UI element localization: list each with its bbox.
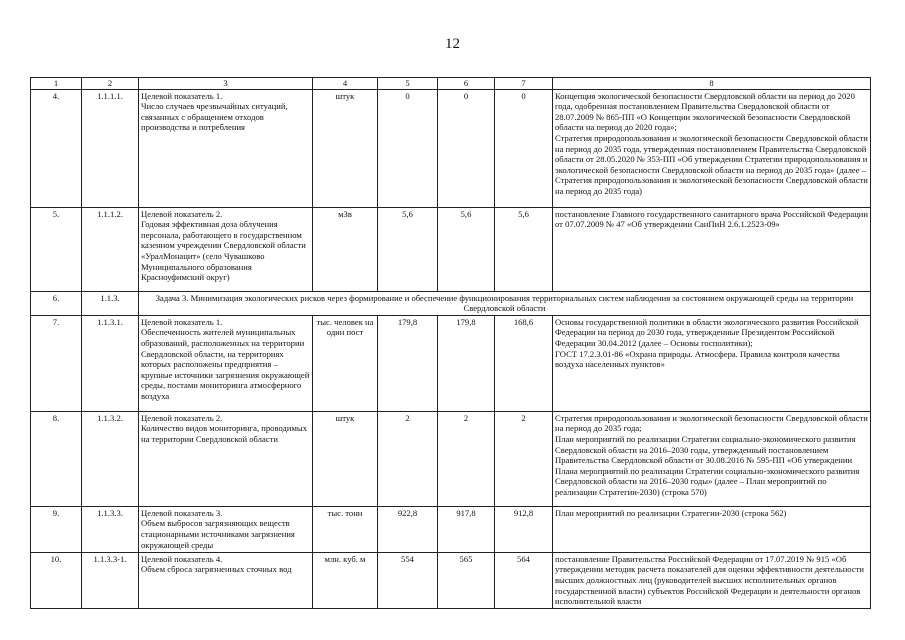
row-code: 1.1.3.1.: [82, 315, 139, 411]
row-number: 4.: [31, 89, 82, 207]
indicator-title: Целевой показатель 1. Обеспеченность жителей муниципальных образований, расположенных на территории Свердловской области, на территориях которых расположены предприятия – крупные источники загрязнения окружающей среды, постами мониторинга атмосферного воздуха: [141, 316, 310, 401]
value-year-3: 912,8: [495, 506, 553, 552]
unit-cell: тыс. тонн: [313, 506, 378, 552]
row-number: 6.: [31, 291, 82, 315]
table-row: [31, 411, 871, 506]
value-year-3: 0: [495, 89, 553, 207]
indicator-name: [139, 552, 313, 608]
basis-text: План мероприятий по реализации Стратегии-2030 (строка 562): [555, 507, 787, 518]
row-code: 1.1.3.3.: [82, 506, 139, 552]
value-year-1: 5,6: [378, 207, 438, 291]
column-header: 6: [438, 78, 495, 90]
row-code: 1.1.3.2.: [82, 411, 139, 506]
value-year-2: 2: [438, 411, 495, 506]
basis-text: постановление Главного государственного санитарного врача Российской Федерации от 07.07.2009 № 47 «Об утверждении СанПиН 2.6.1.2523-09»: [555, 208, 868, 230]
indicator-name: [139, 315, 313, 411]
indicator-title: Целевой показатель 2. Количество видов мониторинга, проводимых на территории Свердловской области: [141, 412, 307, 444]
row-number: 10.: [31, 552, 82, 608]
indicators-table: [30, 77, 871, 609]
table-row: [31, 207, 871, 291]
indicator-name: [139, 411, 313, 506]
value-year-2: 179,8: [438, 315, 495, 411]
basis-cell: [553, 552, 871, 608]
row-code: 1.1.1.2.: [82, 207, 139, 291]
value-year-2: 5,6: [438, 207, 495, 291]
page-number: 12: [445, 36, 460, 52]
table-row: [31, 89, 871, 207]
basis-cell: [553, 506, 871, 552]
column-header: 8: [553, 78, 871, 90]
table-row: [31, 552, 871, 608]
row-code: 1.1.3.: [82, 291, 139, 315]
table-row: [31, 506, 871, 552]
table-row: [31, 315, 871, 411]
basis-text: Концепция экологической безопасности Свердловской области на период до 2020 года, одобренная постановлением Правительства Свердловской области от 28.07.2009 № 865-ПП «О Концепции экологической безопасности Свердловской области на период до 2020 года»; Стратегия природопользования и экологической безопасности Свердловской области на период до 2035 года, утвержденная постановлением Правительства Свердловской области от 28.05.2020 № 353-ПП «Об утверждении Стратегии природопользования и экологической безопасности Свердловской области на период до 2035 года» (далее – Стратегия природопользования и экологической безопасности Свердловской области на период до 2035 года): [555, 90, 868, 196]
indicator-name: [139, 89, 313, 207]
basis-cell: [553, 207, 871, 291]
value-year-3: 2: [495, 411, 553, 506]
value-year-1: 2: [378, 411, 438, 506]
value-year-1: 179,8: [378, 315, 438, 411]
row-code: 1.1.3.3-1.: [82, 552, 139, 608]
basis-cell: [553, 89, 871, 207]
value-year-3: 168,6: [495, 315, 553, 411]
basis-text: Основы государственной политики в области экологического развития Российской Федерации на период до 2030 года, утвержденные Президентом Российской Федерации 30.04.2012 (далее – Основы госполитики); ГОСТ 17.2.3.01-86 «Охрана природы. Атмосфера. Правила контроля качества воздуха населенных пунктов»: [555, 316, 859, 370]
column-header: 1: [31, 78, 82, 90]
value-year-3: 564: [495, 552, 553, 608]
unit-cell: штук: [313, 89, 378, 207]
value-year-1: 922,8: [378, 506, 438, 552]
indicator-title: Целевой показатель 4. Объем сброса загрязненных сточных вод: [141, 553, 292, 575]
column-header: 7: [495, 78, 553, 90]
unit-cell: штук: [313, 411, 378, 506]
basis-cell: [553, 411, 871, 506]
row-number: 9.: [31, 506, 82, 552]
unit-cell: тыс. человек на один пост: [313, 315, 378, 411]
row-number: 7.: [31, 315, 82, 411]
table-row-task: [31, 291, 871, 315]
column-header: 2: [82, 78, 139, 90]
task-title: Задача 3. Минимизация экологических рисков через формирование и обеспечение функционирования территориальных систем наблюдения за состоянием окружающей среды на территории Свердловской области: [139, 291, 871, 315]
indicator-name: [139, 207, 313, 291]
row-number: 5.: [31, 207, 82, 291]
indicator-title: Целевой показатель 2. Годовая эффективная доза облучения персонала, работающего в государственном казенном учреждении Свердловской области «УралМонацит» (село Чувашково Муниципального образования Красноуфимский округ): [141, 208, 306, 283]
value-year-3: 5,6: [495, 207, 553, 291]
indicator-title: Целевой показатель 3. Объем выбросов загрязняющих веществ стационарными источниками загрязнения окружающей среды: [141, 507, 295, 550]
indicator-name: [139, 506, 313, 552]
basis-text: постановление Правительства Российской Федерации от 17.07.2019 № 915 «Об утверждении методик расчета показателей для оценки эффективности деятельности высших должностных лиц (руководителей высших исполнительных органов государственной власти) субъектов Российской Федерации и деятельности органов исполнительной власти: [555, 553, 864, 607]
unit-cell: мЗв: [313, 207, 378, 291]
basis-cell: [553, 315, 871, 411]
value-year-2: 565: [438, 552, 495, 608]
indicator-title: Целевой показатель 1. Число случаев чрезвычайных ситуаций, связанных с обращением отходов производства и потребления: [141, 90, 288, 133]
column-header: 5: [378, 78, 438, 90]
row-code: 1.1.1.1.: [82, 89, 139, 207]
value-year-2: 0: [438, 89, 495, 207]
value-year-2: 917,8: [438, 506, 495, 552]
value-year-1: 0: [378, 89, 438, 207]
column-header: 4: [313, 78, 378, 90]
table-header-row: [31, 78, 871, 90]
row-number: 8.: [31, 411, 82, 506]
value-year-1: 554: [378, 552, 438, 608]
basis-text: Стратегия природопользования и экологической безопасности Свердловской области на период до 2035 года; План мероприятий по реализации Стратегии социально-экономического развития Свердловской области на 2016–2030 годы, утвержденный постановлением Правительства Свердловской области от 30.08.2016 № 595-ПП «Об утверждении Плана мероприятий по реализации Стратегии социально-экономического развития Свердловской области на 2016–2030 годы» (далее – План мероприятий по реализации Стратегии-2030) (строка 570): [555, 412, 868, 497]
unit-cell: млн. куб. м: [313, 552, 378, 608]
column-header: 3: [139, 78, 313, 90]
